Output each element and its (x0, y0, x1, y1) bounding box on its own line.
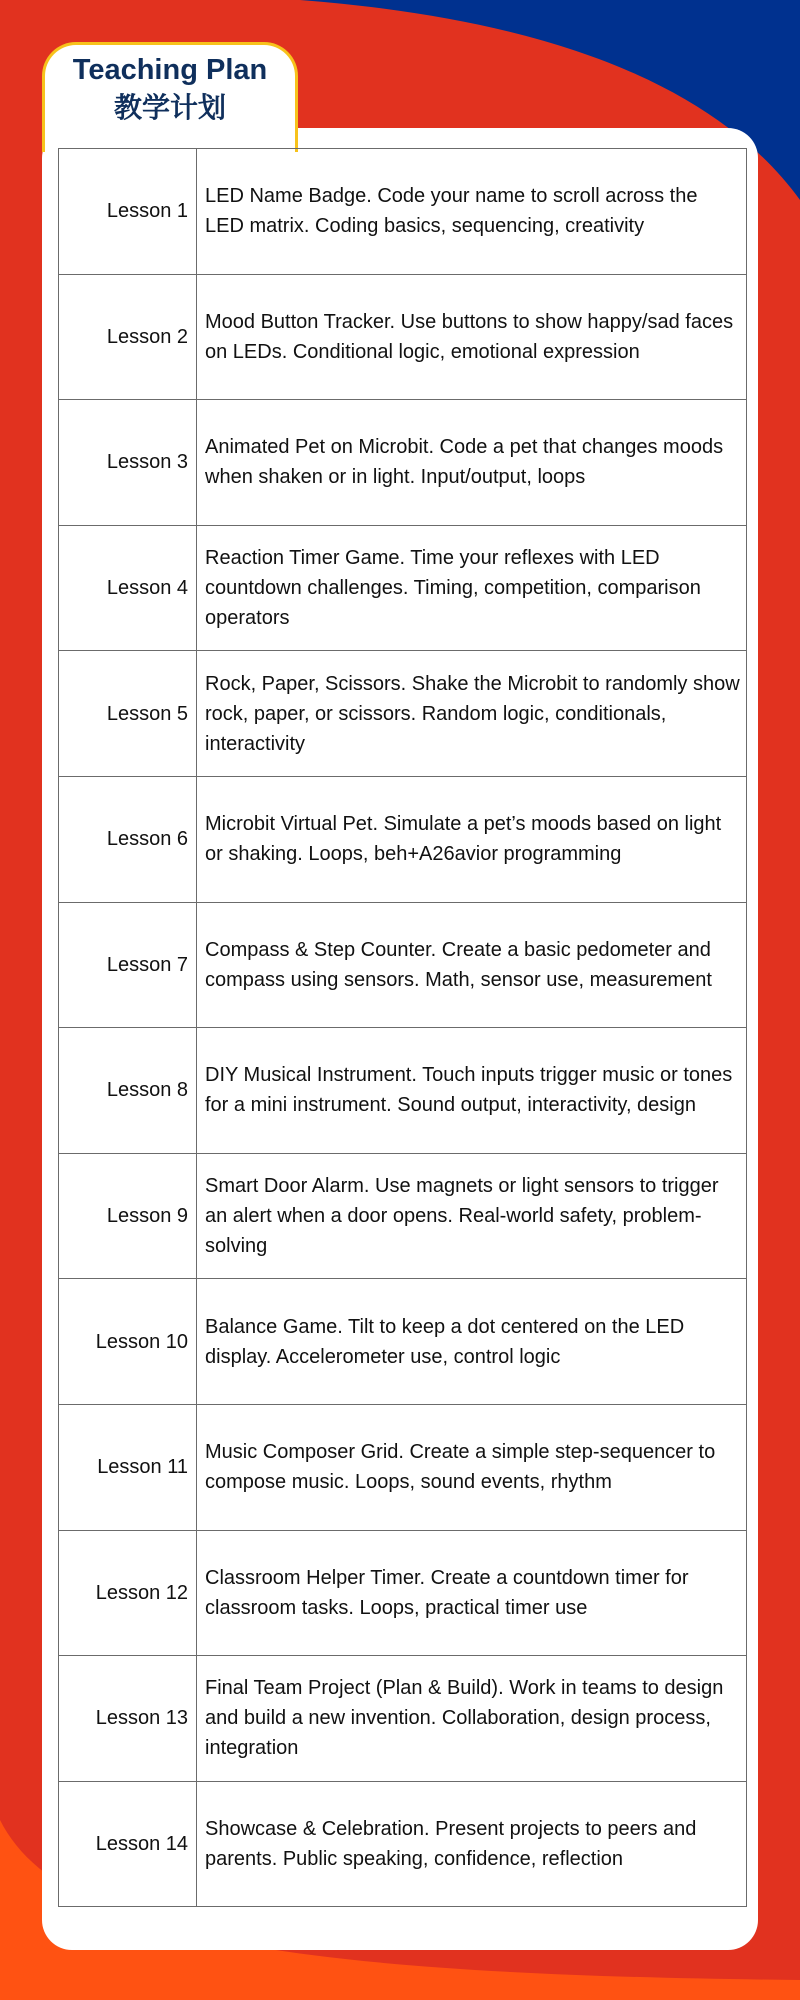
table-row (59, 1530, 747, 1656)
lesson-number: Lesson 4 (59, 525, 197, 651)
table-row (59, 1153, 747, 1279)
lesson-number: Lesson 1 (59, 149, 197, 275)
lesson-number: Lesson 11 (59, 1404, 197, 1530)
lesson-number: Lesson 5 (59, 651, 197, 777)
table-row (59, 1279, 747, 1405)
lesson-description: LED Name Badge. Code your name to scroll across the LED matrix. Coding basics, sequencing, creativity (197, 149, 747, 275)
lesson-number: Lesson 9 (59, 1153, 197, 1279)
page-title-chinese: 教学计划 (113, 91, 226, 124)
table-row (59, 525, 747, 651)
table-row (59, 400, 747, 526)
table-row (59, 651, 747, 777)
lesson-number: Lesson 8 (59, 1028, 197, 1154)
tab-joint (45, 126, 295, 138)
lesson-description: Balance Game. Tilt to keep a dot centered on the LED display. Accelerometer use, control logic (197, 1279, 747, 1405)
lesson-description: Showcase & Celebration. Present projects to peers and parents. Public speaking, confidence, reflection (197, 1781, 747, 1907)
lesson-description: Mood Button Tracker. Use buttons to show happy/sad faces on LEDs. Conditional logic, emotional expression (197, 274, 747, 400)
lesson-description: Music Composer Grid. Create a simple step-sequencer to compose music. Loops, sound events, rhythm (197, 1404, 747, 1530)
lesson-number: Lesson 10 (59, 1279, 197, 1405)
lesson-number: Lesson 7 (59, 902, 197, 1028)
lesson-number: Lesson 12 (59, 1530, 197, 1656)
lesson-table (58, 148, 747, 1907)
lesson-description: Microbit Virtual Pet. Simulate a pet’s moods based on light or shaking. Loops, beh+A26avior programming (197, 776, 747, 902)
lesson-description: Rock, Paper, Scissors. Shake the Microbit to randomly show rock, paper, or scissors. Random logic, conditionals, interactivity (197, 651, 747, 777)
lesson-description: Smart Door Alarm. Use magnets or light sensors to trigger an alert when a door opens. Real-world safety, problem-solving (197, 1153, 747, 1279)
lesson-description: Classroom Helper Timer. Create a countdown timer for classroom tasks. Loops, practical timer use (197, 1530, 747, 1656)
lesson-number: Lesson 13 (59, 1656, 197, 1782)
lesson-number: Lesson 14 (59, 1781, 197, 1907)
lesson-number: Lesson 3 (59, 400, 197, 526)
lesson-number: Lesson 6 (59, 776, 197, 902)
table-row (59, 149, 747, 275)
table-row (59, 1781, 747, 1907)
table-row (59, 274, 747, 400)
table-row (59, 776, 747, 902)
lesson-description: DIY Musical Instrument. Touch inputs trigger music or tones for a mini instrument. Sound output, interactivity, design (197, 1028, 747, 1154)
lesson-number: Lesson 2 (59, 274, 197, 400)
table-row (59, 902, 747, 1028)
table-row (59, 1028, 747, 1154)
page-title: Teaching Plan (72, 54, 268, 86)
lesson-description: Compass & Step Counter. Create a basic pedometer and compass using sensors. Math, sensor use, measurement (197, 902, 747, 1028)
table-row (59, 1404, 747, 1530)
lesson-description: Reaction Timer Game. Time your reflexes with LED countdown challenges. Timing, competition, comparison operators (197, 525, 747, 651)
lesson-description: Animated Pet on Microbit. Code a pet that changes moods when shaken or in light. Input/output, loops (197, 400, 747, 526)
table-row (59, 1656, 747, 1782)
lesson-description: Final Team Project (Plan & Build). Work in teams to design and build a new invention. Collaboration, design process, integration (197, 1656, 747, 1782)
